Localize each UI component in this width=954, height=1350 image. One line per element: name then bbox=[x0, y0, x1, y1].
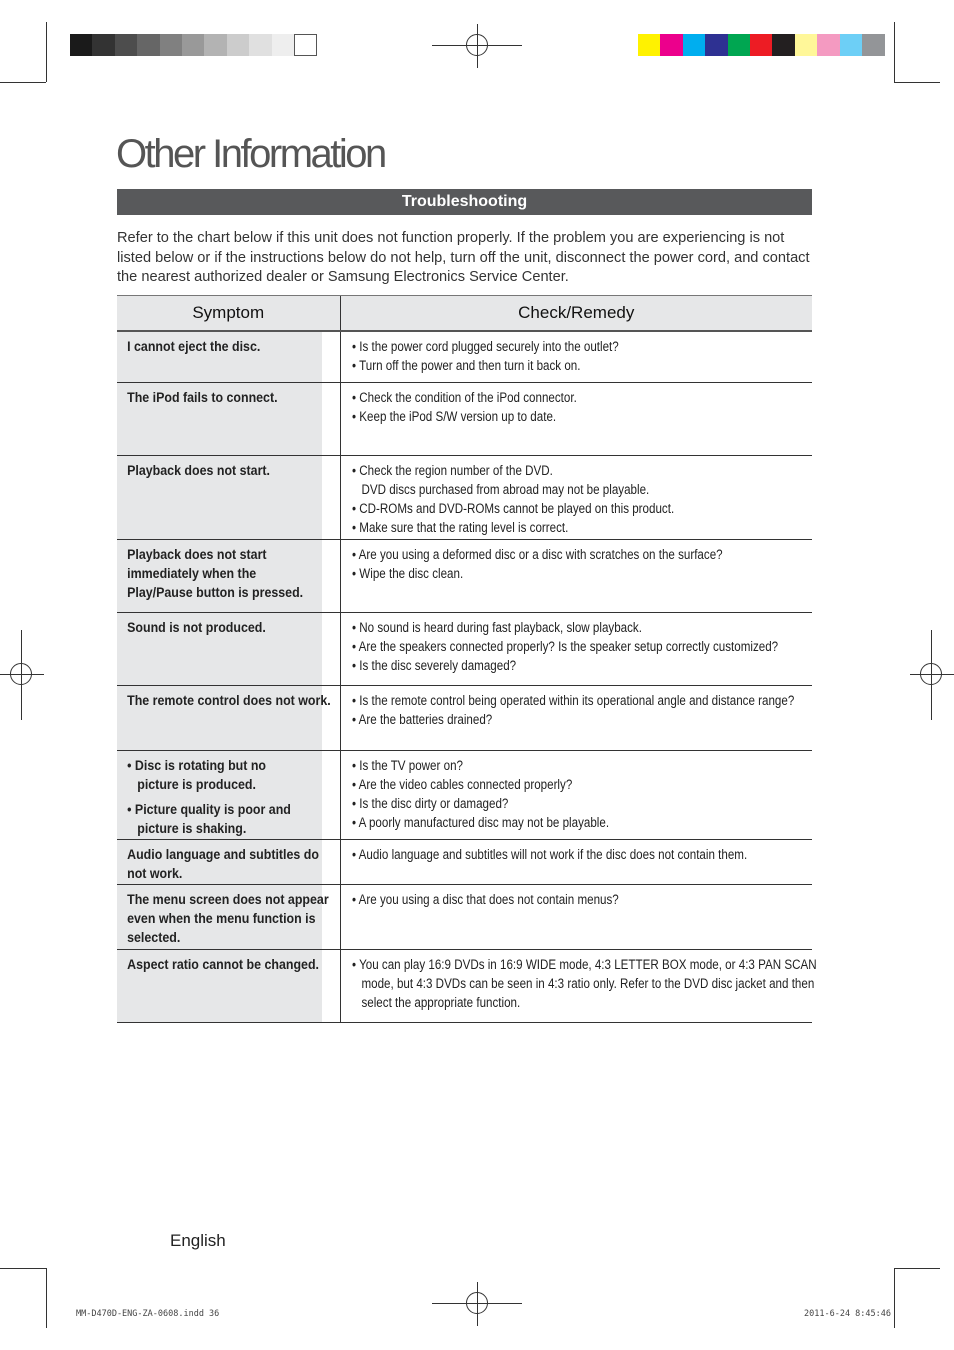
color-swatch bbox=[817, 34, 840, 56]
gray-swatch bbox=[115, 34, 138, 56]
remedy-text: • You can play 16:9 DVDs in 16:9 WIDE mode, 4:3 LETTER BOX mode, or 4:3 PAN SCAN mode, but 4:3 DVDs can be seen in 4:3 ratio only. Refer to the DVD disc jacket and then select the appropriate function. bbox=[351, 956, 817, 1010]
table-row bbox=[117, 539, 812, 612]
symptom-text: Sound is not produced. bbox=[127, 619, 266, 635]
color-swatch bbox=[638, 34, 661, 56]
remedy-text: • CD-ROMs and DVD-ROMs cannot be played on this product. bbox=[351, 500, 674, 516]
remedy-cell bbox=[340, 539, 812, 612]
file-name: MM-D470D-ENG-ZA-0608.indd 36 bbox=[76, 1309, 220, 1319]
color-swatch bbox=[862, 34, 885, 56]
remedy-cell bbox=[340, 884, 812, 949]
symptom-cell bbox=[117, 750, 322, 839]
remedy-text: • Wipe the disc clean. bbox=[351, 565, 463, 581]
color-swatch bbox=[840, 34, 863, 56]
symptom-cell bbox=[117, 685, 331, 750]
gray-swatch bbox=[70, 34, 93, 56]
symptom-text: Audio language and subtitles do bbox=[127, 846, 319, 862]
remedy-text: • Audio language and subtitles will not work if the disc does not contain them. bbox=[351, 846, 747, 862]
remedy-cell bbox=[340, 612, 812, 685]
remedy-cell bbox=[340, 331, 812, 382]
remedy-cell bbox=[340, 455, 812, 539]
remedy-text: • Is the TV power on? bbox=[351, 757, 463, 773]
remedy-text: • Make sure that the rating level is correct. bbox=[351, 520, 568, 536]
footer-language: English bbox=[170, 1231, 226, 1250]
symptom-text: picture is produced. bbox=[137, 776, 256, 792]
remedy-text: • Check the region number of the DVD. bbox=[351, 462, 553, 478]
color-swatch bbox=[795, 34, 818, 56]
color-swatch bbox=[683, 34, 706, 56]
remedy-cell bbox=[340, 839, 812, 884]
symptom-text: not work. bbox=[127, 865, 183, 881]
symptom-cell bbox=[117, 839, 322, 884]
remedy-text: • Are you using a disc that does not contain menus? bbox=[351, 891, 619, 907]
table-header-row bbox=[117, 296, 812, 332]
symptom-text: selected. bbox=[127, 929, 181, 945]
color-swatch bbox=[660, 34, 683, 56]
section-header: Troubleshooting bbox=[117, 189, 812, 215]
remedy-text: • Are you using a deformed disc or a disc with scratches on the surface? bbox=[351, 546, 723, 562]
table-row bbox=[117, 884, 812, 949]
remedy-text: • Is the disc dirty or damaged? bbox=[351, 795, 508, 811]
remedy-text: • Check the condition of the iPod connector. bbox=[351, 389, 577, 405]
remedy-text: • Are the video cables connected properly? bbox=[351, 776, 572, 792]
remedy-text: • Is the power cord plugged securely into the outlet? bbox=[351, 339, 619, 354]
remedy-text: • Turn off the power and then turn it back on. bbox=[351, 358, 580, 374]
symptom-text: I cannot eject the disc. bbox=[127, 339, 261, 354]
remedy-cell bbox=[340, 949, 817, 1022]
remedy-cell bbox=[340, 750, 812, 839]
remedy-cell bbox=[340, 685, 812, 750]
symptom-cell bbox=[117, 612, 322, 685]
troubleshooting-table bbox=[117, 295, 817, 1023]
remedy-text: • Is the remote control being operated within its operational angle and distance range? bbox=[351, 692, 794, 708]
color-swatch bbox=[772, 34, 795, 56]
gray-swatch bbox=[227, 34, 250, 56]
color-swatch bbox=[728, 34, 751, 56]
remedy-text: • No sound is heard during fast playback, slow playback. bbox=[351, 619, 642, 635]
symptom-text: • Disc is rotating but no bbox=[127, 757, 267, 773]
remedy-text: DVD discs purchased from abroad may not be playable. bbox=[360, 481, 649, 497]
remedy-text: • Keep the iPod S/W version up to date. bbox=[351, 408, 556, 424]
table-row bbox=[117, 455, 812, 539]
gray-swatch bbox=[137, 34, 160, 56]
symptom-cell bbox=[117, 455, 322, 539]
gray-swatch bbox=[182, 34, 205, 56]
table-row bbox=[117, 685, 812, 750]
gray-swatch bbox=[272, 34, 295, 56]
remedy-text: • Are the speakers connected properly? Is the speaker setup correctly customized? bbox=[351, 638, 778, 654]
symptom-text: The menu screen does not appear bbox=[127, 891, 329, 907]
timestamp: 2011-6-24 8:45:46 bbox=[804, 1309, 891, 1319]
color-swatch bbox=[705, 34, 728, 56]
symptom-cell bbox=[117, 331, 322, 382]
gray-swatch bbox=[294, 34, 317, 56]
symptom-cell bbox=[117, 382, 322, 455]
table-row bbox=[117, 750, 812, 839]
remedy-header: Check/Remedy bbox=[340, 296, 812, 332]
symptom-cell bbox=[117, 884, 329, 949]
table-row bbox=[117, 949, 812, 1022]
remedy-text: • A poorly manufactured disc may not be playable. bbox=[351, 815, 609, 831]
symptom-text: • Picture quality is poor and bbox=[127, 801, 291, 817]
remedy-text: • Is the disc severely damaged? bbox=[351, 657, 516, 673]
color-swatch bbox=[750, 34, 773, 56]
symptom-text: immediately when the bbox=[127, 565, 257, 581]
page-title: Other Information bbox=[116, 132, 385, 176]
symptom-text: Playback does not start. bbox=[127, 462, 271, 478]
symptom-header: Symptom bbox=[117, 296, 340, 332]
symptom-text: The iPod fails to connect. bbox=[127, 389, 278, 405]
symptom-text: Aspect ratio cannot be changed. bbox=[127, 956, 319, 972]
symptom-cell bbox=[117, 539, 322, 612]
gray-swatch bbox=[160, 34, 183, 56]
table-row bbox=[117, 612, 812, 685]
table-row bbox=[117, 382, 812, 455]
symptom-text: Playback does not start bbox=[127, 546, 267, 562]
remedy-cell bbox=[340, 382, 812, 455]
gray-swatch bbox=[249, 34, 272, 56]
symptom-text: Play/Pause button is pressed. bbox=[127, 584, 304, 600]
gray-swatch bbox=[92, 34, 115, 56]
table-row bbox=[117, 331, 812, 382]
symptom-text: even when the menu function is bbox=[127, 910, 316, 926]
gray-swatch bbox=[204, 34, 227, 56]
symptom-cell bbox=[117, 949, 322, 1022]
intro-paragraph: Refer to the chart below if this unit does not function properly. If the problem you are experiencing is not listed below or if the instructions below do not help, turn off the unit, disconnect the power cord, and contact the nearest authorized dealer or Samsung Electronics Service Center. bbox=[117, 230, 810, 285]
remedy-text: • Are the batteries drained? bbox=[351, 711, 492, 727]
table-row bbox=[117, 839, 812, 884]
symptom-text: picture is shaking. bbox=[137, 821, 247, 837]
symptom-text: The remote control does not work. bbox=[127, 692, 331, 708]
